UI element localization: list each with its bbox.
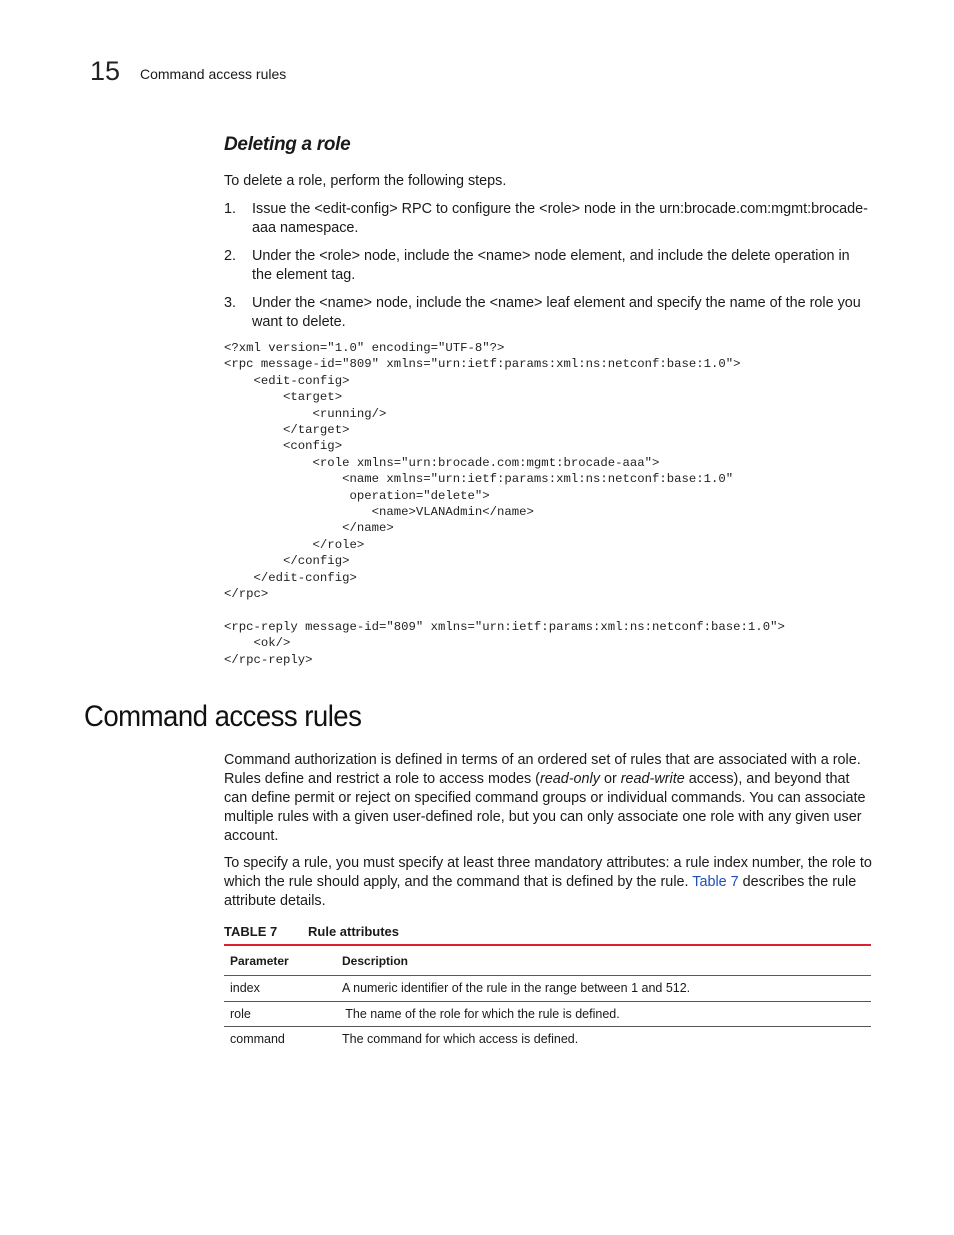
header-description: Description xyxy=(342,953,409,968)
cell-description: The name of the role for which the rule is defined. xyxy=(342,1006,620,1021)
step-number: 1. xyxy=(224,201,237,217)
command-authorization-paragraph xyxy=(224,751,874,846)
table-row xyxy=(224,1001,871,1027)
chapter-title: Command access rules xyxy=(140,66,287,82)
table-caption xyxy=(224,924,400,939)
section-title: Command access rules xyxy=(84,700,362,733)
chapter-number: 15 xyxy=(90,56,121,86)
header-parameter: Parameter xyxy=(230,953,289,968)
steps-list xyxy=(224,200,872,341)
p2-text-b: describes the rule attribute details. xyxy=(224,874,857,909)
table-header-row xyxy=(224,945,871,976)
step-item xyxy=(224,294,872,332)
p1-text-c: access), and beyond that can define permit or reject on specified command groups or individual commands. You can associate multiple rules with a given user-defined role, but you can only associate one role with any given user account. xyxy=(224,771,866,844)
step-text: Under the <role> node, include the <name> node element, and include the delete operation in the element tag. xyxy=(252,248,850,283)
cell-parameter: command xyxy=(230,1032,285,1047)
p1-text-a: Command authorization is defined in terms of an ordered set of rules that are associated with a role. Rules define and restrict a role to access modes ( xyxy=(224,752,861,787)
cell-description: The command for which access is defined. xyxy=(342,1032,579,1047)
rule-attributes-table xyxy=(224,944,871,1052)
p1-text-b: or xyxy=(599,771,621,787)
step-item xyxy=(224,200,872,238)
step-item xyxy=(224,247,872,285)
step-number: 3. xyxy=(224,295,237,311)
xml-code-block: <?xml version="1.0" encoding="UTF-8"?> <rpc message-id="809" xmlns="urn:ietf:params:xml:ns:netconf:base:1.0"> <edit-config> <target> <running/> </target> <config> <role xmlns="urn:brocade.com:mgmt:brocade-aaa"> <name xmlns="urn:ietf:params:xml:ns:netconf:base:1.0" operation="delete"> <name>VLANAdmin</name> </name> </role> </config> </edit-config> </rpc> <rpc-reply message-id="809" xmlns="urn:ietf:params:xml:ns:netconf:base:1.0"> <ok/> </rpc-reply> xyxy=(224,341,785,667)
step-number: 2. xyxy=(224,248,237,264)
cell-parameter: role xyxy=(230,1006,251,1021)
step-text: Under the <name> node, include the <name> leaf element and specify the name of the role you want to delete. xyxy=(252,295,861,330)
rule-attributes-paragraph xyxy=(224,854,874,911)
table-7-link[interactable]: Table 7 xyxy=(692,874,739,890)
table-row xyxy=(224,976,871,1002)
table-title: Rule attributes xyxy=(308,924,400,939)
cell-parameter: index xyxy=(230,981,260,996)
table-label: TABLE 7 xyxy=(224,924,278,939)
step-text: Issue the <edit-config> RPC to configure the <role> node in the urn:brocade.com:mgmt:brocade-aaa namespace. xyxy=(252,201,868,236)
cell-description: A numeric identifier of the rule in the range between 1 and 512. xyxy=(342,981,691,996)
table-row xyxy=(224,1027,871,1052)
deleting-role-heading: Deleting a role xyxy=(224,134,351,155)
read-write-term: read-write xyxy=(620,771,685,787)
read-only-term: read-only xyxy=(539,771,600,787)
deleting-role-intro: To delete a role, perform the following steps. xyxy=(224,173,507,189)
p2-text-a: To specify a rule, you must specify at least three mandatory attributes: a rule index number, the role to which the rule should apply, and the command that is defined by the rule. xyxy=(224,855,872,890)
